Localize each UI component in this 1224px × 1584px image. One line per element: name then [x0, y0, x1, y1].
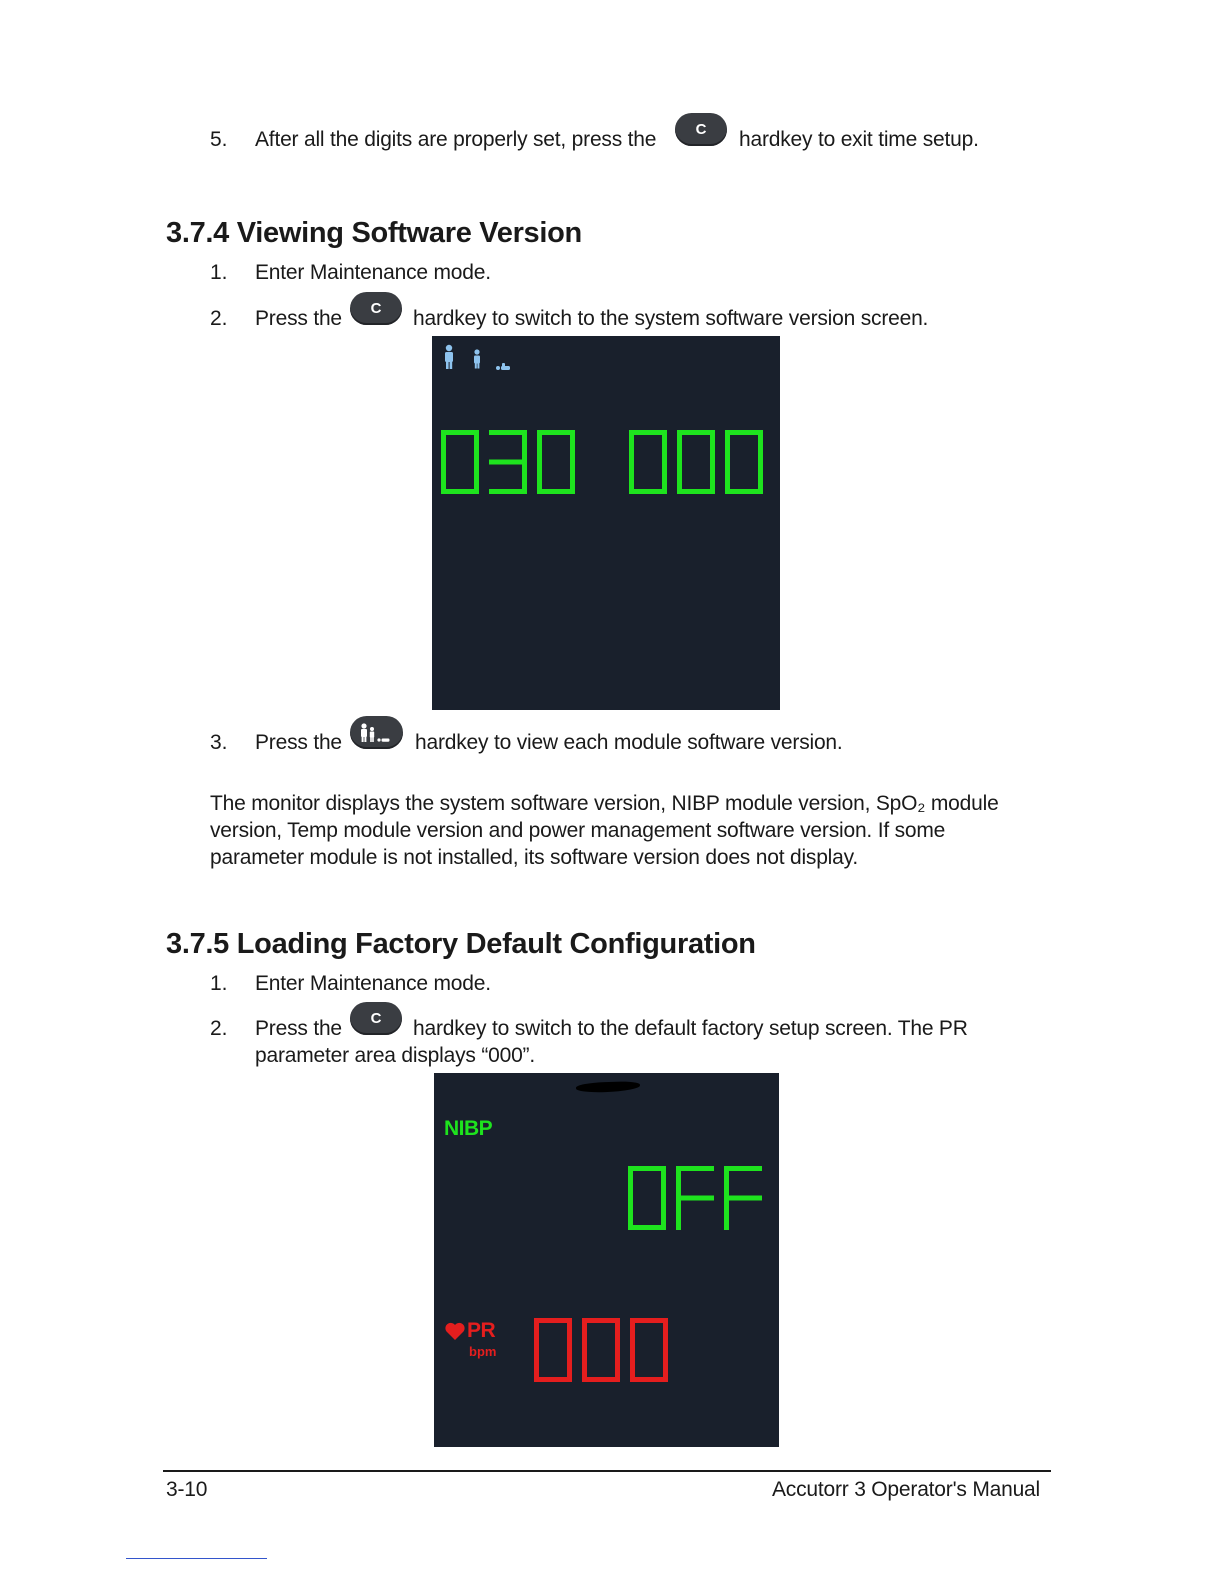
step-number: 3.	[210, 731, 228, 754]
manual-title: Accutorr 3 Operator's Manual	[771, 1478, 1040, 1501]
software-version-screen	[432, 336, 780, 710]
patient-type-icons	[440, 342, 550, 382]
segment-digit	[630, 1318, 668, 1382]
c-hardkey-icon	[350, 1002, 402, 1035]
section-number: 3.7.5	[166, 928, 229, 960]
segment-digit	[724, 1166, 762, 1230]
segment-digit	[629, 430, 667, 494]
c-hardkey-icon	[675, 113, 727, 146]
section-heading-3-7-5	[166, 927, 756, 961]
step-number: 5.	[210, 128, 228, 151]
software-version-description	[210, 790, 999, 871]
section-number: 3.7.4	[166, 217, 229, 249]
nibp-value-display	[628, 1166, 772, 1237]
page-number: 3-10	[166, 1478, 208, 1501]
segment-digit	[537, 430, 575, 494]
step-number: 1.	[210, 261, 228, 284]
step-text: Press the	[255, 1017, 342, 1040]
step-text: Enter Maintenance mode.	[255, 972, 491, 995]
step-number: 2.	[210, 1017, 228, 1040]
segment-digit	[441, 430, 479, 494]
nibp-label: NIBP	[444, 1117, 493, 1140]
step-text: hardkey to switch to the system software version screen.	[413, 307, 929, 330]
step-text: parameter area displays “000”.	[255, 1044, 535, 1067]
factory-default-screen	[434, 1073, 779, 1447]
bottom-link-underline	[126, 1558, 267, 1559]
section-title: Viewing Software Version	[236, 217, 582, 249]
segment-digit	[534, 1318, 572, 1382]
step-text: hardkey to exit time setup.	[739, 128, 979, 151]
step-text: hardkey to view each module software version.	[415, 731, 843, 754]
step-text: After all the digits are properly set, press the	[255, 128, 657, 151]
step-text: hardkey to switch to the default factory setup screen. The PR	[413, 1017, 968, 1040]
smudge-mark	[576, 1081, 640, 1093]
neonate-patient-icon	[496, 363, 510, 370]
section-title: Loading Factory Default Configuration	[236, 928, 756, 960]
pr-value-display	[534, 1318, 678, 1389]
segment-digit	[582, 1318, 620, 1382]
step-text: Press the	[255, 731, 342, 754]
paragraph-line: The monitor displays the system software version, NIBP module version, SpO₂ module	[210, 792, 999, 815]
key-label: C	[695, 121, 707, 138]
paragraph-line: parameter module is not installed, its software version does not display.	[210, 846, 859, 869]
step-text: Enter Maintenance mode.	[255, 261, 491, 284]
step-number: 2.	[210, 307, 228, 330]
segment-digit	[676, 1166, 714, 1230]
footer-rule	[163, 1470, 1051, 1472]
segment-digit	[725, 430, 763, 494]
c-hardkey-icon	[350, 292, 402, 325]
patient-type-hardkey-icon	[350, 716, 403, 749]
segment-digit	[489, 430, 527, 494]
step-number: 1.	[210, 972, 228, 995]
key-label: C	[370, 300, 382, 317]
adult-patient-icon	[445, 345, 453, 369]
pr-unit: bpm	[469, 1344, 497, 1359]
heart-icon	[444, 1321, 466, 1341]
step-text: Press the	[255, 307, 342, 330]
system-software-version-display	[441, 430, 585, 501]
paragraph-line: version, Temp module version and power management software version. If some	[210, 819, 946, 842]
system-software-version-display	[629, 430, 773, 501]
pediatric-patient-icon	[474, 349, 480, 368]
segment-digit	[628, 1166, 666, 1230]
key-label: C	[370, 1010, 382, 1027]
section-heading-3-7-4	[166, 216, 582, 250]
segment-digit	[677, 430, 715, 494]
pr-label: PR	[467, 1319, 496, 1342]
